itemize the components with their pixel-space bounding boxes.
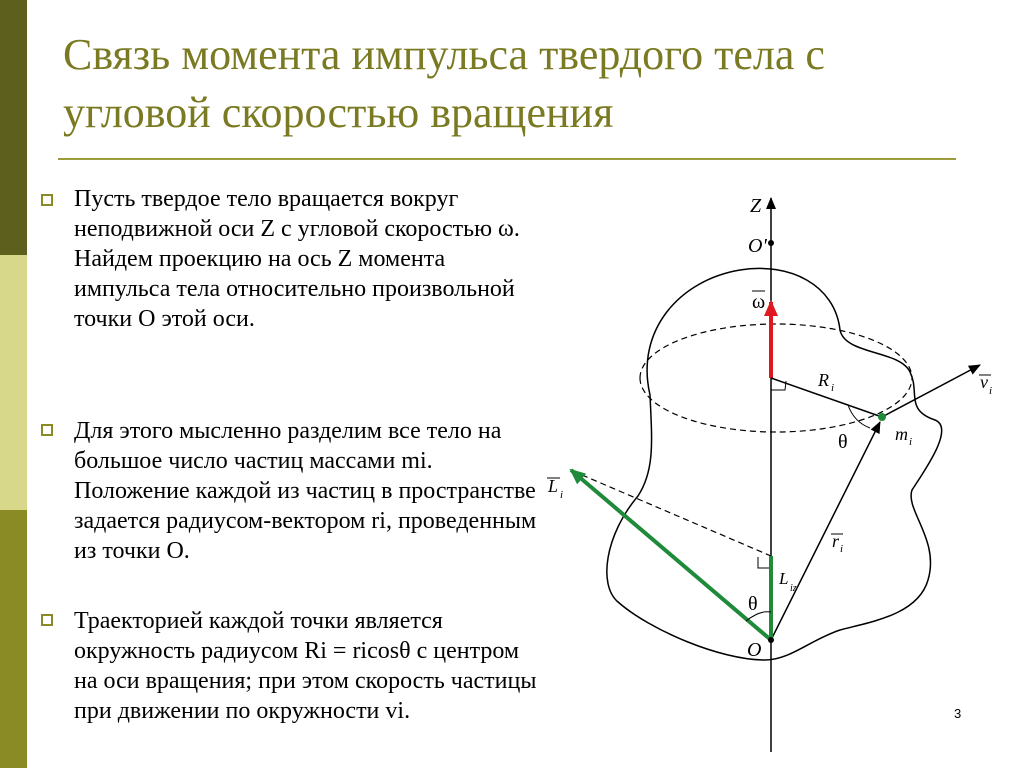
bullet-text-2: Для этого мысленно разделим все тело на большое число частиц массами mi. Положение каждой из частиц в пространстве задается радиусом-вектором ri, проведенным из точки O.	[74, 418, 537, 564]
bullet-square-icon	[41, 194, 53, 206]
label-ri-small-sub: i	[840, 543, 844, 555]
angular-momentum-arrow	[571, 470, 771, 640]
label-mi-sub: i	[909, 436, 913, 448]
label-vi: v	[980, 372, 988, 392]
label-z: Z	[750, 195, 762, 217]
title-divider	[58, 158, 956, 160]
bullet-text-3: Траекторией каждой точки является окружность радиусом Ri = ricosθ с центром на оси вращения; при этом скорость частицы при движении по окружности vi.	[74, 608, 537, 724]
slide-title: Связь момента импульса твердого тела с угловой скоростью вращения	[63, 30, 825, 137]
label-theta-top: θ	[838, 431, 848, 453]
label-li-sub: i	[560, 489, 564, 501]
sidebar-stripe-middle	[0, 255, 27, 510]
bullet-square-icon	[41, 424, 53, 436]
label-o-prime: O'	[748, 235, 767, 257]
rigid-body-diagram	[540, 180, 1000, 760]
label-ri-big: R	[818, 370, 829, 390]
velocity-arrow	[882, 365, 980, 417]
label-li: L	[548, 476, 559, 496]
bullet-text-1: Пусть твердое тело вращается вокруг неподвижной оси Z с угловой скоростью ω. Найдем проекцию на ось Z момента импульса тела относительно произвольной точки O этой оси.	[74, 186, 520, 332]
label-liz: L	[779, 569, 789, 588]
label-ri-big-sub: i	[831, 382, 835, 394]
label-omega: ω	[752, 291, 766, 313]
label-o: O	[747, 639, 762, 661]
sidebar-stripe-bottom	[0, 510, 27, 768]
label-mi: m	[895, 424, 908, 444]
o-prime-point	[768, 240, 774, 246]
orbit-front	[640, 378, 912, 432]
page-number: 3	[954, 706, 962, 721]
sidebar-stripe-top	[0, 0, 27, 255]
label-liz-sub: iz	[790, 583, 797, 594]
origin-point	[768, 637, 774, 643]
position-vector-ri	[771, 422, 880, 640]
body-outline	[607, 268, 942, 660]
particle-mi	[878, 413, 886, 421]
l-projection-dash	[582, 475, 771, 556]
label-theta-bottom: θ	[748, 593, 758, 615]
bullet-square-icon	[41, 614, 53, 626]
label-vi-sub: i	[989, 385, 993, 397]
label-ri-small: r	[832, 531, 840, 551]
